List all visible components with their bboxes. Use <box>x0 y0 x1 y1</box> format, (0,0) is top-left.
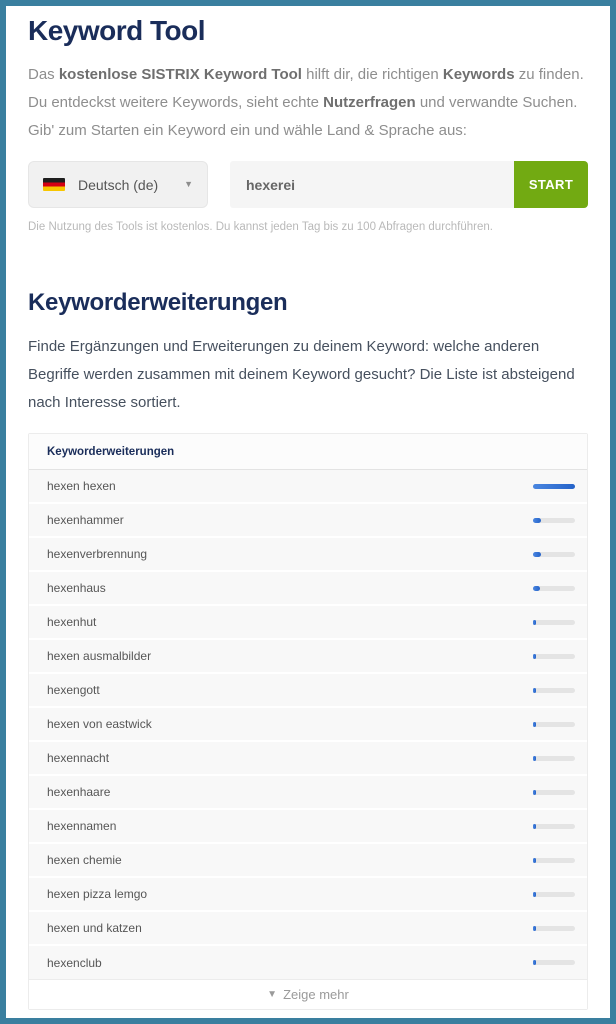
table-row[interactable] <box>29 776 587 810</box>
table-row[interactable] <box>29 708 587 742</box>
form-spacer <box>208 161 230 208</box>
keyword-label: hexenhaus <box>47 581 106 595</box>
keyword-label: hexen hexen <box>47 479 116 493</box>
table-row[interactable] <box>29 742 587 776</box>
language-select-label: Deutsch (de) <box>78 176 159 193</box>
interest-bar <box>533 688 575 693</box>
interest-bar <box>533 756 575 761</box>
table-row[interactable] <box>29 470 587 504</box>
keyword-label: hexenclub <box>47 955 102 970</box>
page-title: Keyword Tool <box>28 15 206 46</box>
table-row[interactable] <box>29 606 587 640</box>
interest-bar <box>533 858 575 863</box>
keyword-label: hexennacht <box>47 751 110 765</box>
show-more-button[interactable] <box>29 980 587 1009</box>
keyword-extensions-table <box>28 433 588 1010</box>
table-row[interactable] <box>29 572 587 606</box>
table-row[interactable] <box>29 640 587 674</box>
table-rows <box>29 470 587 980</box>
keyword-label: hexen von eastwick <box>47 717 152 731</box>
keyword-input[interactable] <box>230 161 514 208</box>
interest-bar <box>533 824 575 829</box>
interest-bar <box>533 552 575 557</box>
interest-bar <box>533 892 575 897</box>
show-more-label: Zeige mehr <box>283 987 349 1002</box>
section-description: Finde Ergänzungen und Erweiterungen zu deinem Keyword: welche anderen Begriffe werden zusammen mit deinem Keyword gesucht? Die Liste ist absteigend nach Interesse sortiert. <box>28 338 575 411</box>
germany-flag-icon <box>43 178 65 191</box>
section-title: Keyworderweiterungen <box>28 289 288 316</box>
keyword-label: hexennamen <box>47 819 117 833</box>
interest-bar <box>533 654 575 659</box>
interest-bar <box>533 960 575 965</box>
table-row[interactable] <box>29 844 587 878</box>
table-row[interactable] <box>29 912 587 946</box>
table-row[interactable] <box>29 946 587 980</box>
keyword-label: hexen chemie <box>47 853 122 867</box>
table-row[interactable] <box>29 810 587 844</box>
keyword-label: hexenhut <box>47 615 97 629</box>
interest-bar <box>533 722 575 727</box>
language-country-select[interactable] <box>28 161 208 208</box>
table-row[interactable] <box>29 538 587 572</box>
keyword-label: hexengott <box>47 683 100 697</box>
table-row[interactable] <box>29 674 587 708</box>
keyword-label: hexen und katzen <box>47 921 142 935</box>
start-button[interactable]: START <box>514 161 588 208</box>
interest-bar <box>533 484 575 489</box>
usage-fine-print: Die Nutzung des Tools ist kostenlos. Du kannst jeden Tag bis zu 100 Abfragen durchführen. <box>28 221 493 233</box>
interest-bar <box>533 620 575 625</box>
table-header: Keyworderweiterungen <box>29 434 587 470</box>
keyword-label: hexenhaare <box>47 785 111 799</box>
keyword-label: hexenhammer <box>47 513 124 527</box>
keyword-label: hexen ausmalbilder <box>47 649 152 663</box>
intro-paragraph: Das kostenlose SISTRIX Keyword Tool hilft dir, die richtigen Keywords zu finden. Du entdeckst weitere Keywords, sieht echte Nutzerfragen und verwandte Suchen. Gib' zum Starten ein Keyword ein und wähle Land & Sprache aus: <box>28 66 584 139</box>
interest-bar <box>533 518 575 523</box>
table-row[interactable] <box>29 504 587 538</box>
table-row[interactable] <box>29 878 587 912</box>
interest-bar <box>533 586 575 591</box>
interest-bar <box>533 926 575 931</box>
interest-bar <box>533 790 575 795</box>
chevron-down-icon: ▼ <box>184 179 193 189</box>
keyword-label: hexen pizza lemgo <box>47 887 148 901</box>
keyword-label: hexenverbrennung <box>47 547 148 561</box>
chevron-down-icon: ▼ <box>267 988 278 1000</box>
keyword-search-form <box>28 161 588 208</box>
